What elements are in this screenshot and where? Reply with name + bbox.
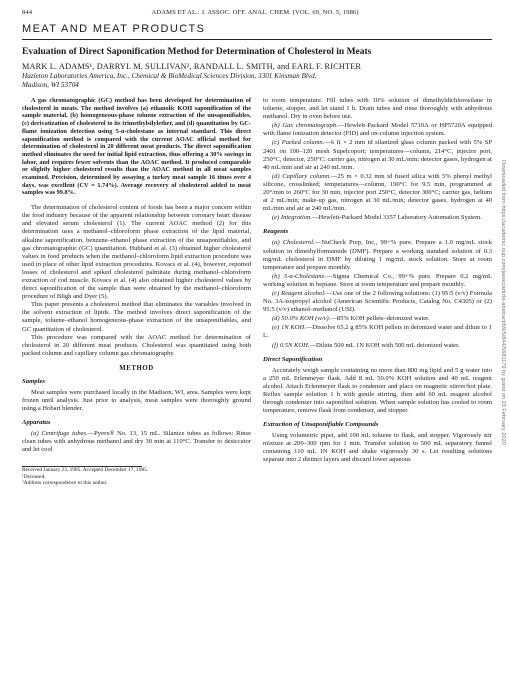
apparatus-item-b bbox=[263, 122, 492, 138]
article-affiliation-line-2: Madison, WI 53704 bbox=[22, 81, 79, 89]
reagent-item-d bbox=[263, 315, 492, 323]
abstract-text: A gas chromatographic (GC) method has been developed for determination of cholesterol in meats. The method involves (a) ethanolic KOH saponification of the sample material, (b) homogeneous-phase toluene extraction of the unsaponifiables, (c) derivatization of cholesterol to its trimethylsilylether, and (d) quantitation by GC-flame ionization detection using 5-α-cholestane as internal standard. This direct saponification method is compared with the current AOAC official method for determination of cholesterol in 20 different meat products. The direct saponification method eliminates the need for initial lipid extraction, thus offering a 30% savings in labor, and requires fewer solvents than the AOAC method. It produced comparable or slightly higher cholesterol results than the AOAC method in all meat samples examined. Precision, determined by assaying a turkey meat sample 16 times over 4 days, was excellent (CV = 1.74%). Average recovery of cholesterol added to meat samples was 99.8%. bbox=[22, 97, 251, 197]
article-title: Evaluation of Direct Saponification Method for Determination of Cholesterol in Meats bbox=[22, 47, 372, 57]
intro-paragraph-3: This procedure was compared with the AOAC method for determination of cholesterol in 20 different meat products. Cholesterol was quantitated using both packed column and capillary column gas chromatography. bbox=[22, 333, 251, 357]
apparatus-item-a-label: (a) Centrifuge tubes. bbox=[31, 430, 88, 438]
method-heading: METHOD bbox=[119, 364, 154, 372]
extraction-heading: Extraction of Unsaponifiable Compounds bbox=[263, 421, 379, 429]
apparatus-item-c-label: (c) Packed column. bbox=[272, 139, 325, 147]
reagent-item-b-text: —Sigma Chemical Co., 99+% pure. Prepare 0.2 mg/mL working solution in heptane. Store at room temperature and prepare monthly. bbox=[263, 272, 493, 288]
reagent-item-e-label: (e) 1N KOH. bbox=[272, 324, 306, 332]
reagent-item-f-text: —Dilute 500 mL 1N KOH with 500 mL deionized water. bbox=[309, 341, 460, 349]
right-column bbox=[263, 97, 492, 486]
journal-citation: ADAMS ET AL.: J. ASSOC. OFF. ANAL. CHEM. (VOL. 69, NO. 5, 1986) bbox=[151, 9, 359, 16]
apparatus-item-c-text: —6 ft × 2 mm id silanized glass column packed with 5% SP 2401 on 100–120 mesh Supelcoport; temperatures—column, 214°C, injector port, 250°C, detector, 250°C; carrier gas, nitrogen at 30 mL/min; detector gases, hydrogen at 40 mL/min and air at 240 mL/min. bbox=[263, 139, 492, 171]
reagent-item-b-label: (b) 5-α-Cholestane. bbox=[272, 272, 327, 280]
reagent-item-c bbox=[263, 290, 492, 314]
two-column-body bbox=[22, 97, 492, 486]
apparatus-item-a bbox=[22, 430, 251, 454]
apparatus-heading: Apparatus bbox=[22, 419, 51, 427]
footnotes bbox=[22, 467, 251, 486]
apparatus-item-d bbox=[263, 173, 492, 213]
reagent-item-c-text: —Use one of the 2 following solutions: (1) 95:5 (v/v) Formula No. 3A-isopropyl alcohol (American Scientific Products, Catalog No. C4305) or (2) 95:5 (v/v) ethanol–methanol (USI). bbox=[263, 289, 492, 314]
reagent-item-e bbox=[263, 324, 492, 340]
apparatus-item-d-text: —25 m × 0.32 mm id fused silica with 5% phenyl methyl silicone, crosslinked; temperatures—column, 190°C for 9.5 min, programmed at 20°/min to 260°C for 30 min, injector port 250°C, detector 300°C; carrier gas, helium at 2 mL/min; make-up gas, nitrogen at 30 mL/min; detector gases, hydrogen at 40 mL/min and air at 240 mL/min. bbox=[263, 172, 492, 213]
direct-saponification-heading: Direct Saponification bbox=[263, 355, 323, 363]
reagent-item-a bbox=[263, 239, 492, 271]
apparatus-item-a-text: —Pyrex® No. 13, 15 mL. Silanize tubes as follows: Rinse clean tubes with anhydrous methanol and dry 30 min at 110°C. Transfer to desiccator and let cool bbox=[22, 430, 252, 454]
apparatus-item-b-text: —Hewlett-Packard Model 5710A or HP5720A equipped with flame ionization detector (FID) and on-column injection system. bbox=[263, 122, 492, 138]
extraction-text: Using volumetric pipet, add 100 mL toluene to flask, and stopper. Vigorously stir mixture at 200–300 rpm for 1 min. Transfer solution to 500 mL separatory funnel containing 110 mL 1N KOH and shake vigorously 30 s. Let resulting solutions separate into 2 distinct layers and discard lower aqueous bbox=[263, 432, 492, 464]
footnote-1: ¹Deceased. bbox=[22, 473, 46, 480]
abstract bbox=[22, 97, 251, 197]
apparatus-item-c bbox=[263, 139, 492, 171]
reagent-item-a-text: —NuCheck Prep, Inc., 99+% pure. Prepare a 1.0 mg/mL stock solution in dimethylformamide (DMF). Prepare a working standard solution of 0.3 mg/mL cholesterol in DMF by diluting 1 mg/mL stock solution. Store at room temperature and prepare monthly. bbox=[263, 239, 493, 271]
journal-page bbox=[22, 8, 492, 684]
article-authors: MARK L. ADAMS¹, DARRYL M. SULLIVAN², RANDALL L. SMITH, and EARL F. RICHTER bbox=[22, 62, 362, 71]
samples-heading: Samples bbox=[22, 377, 46, 385]
reagent-item-d-label: (d) 50.0% KOH (w/v). bbox=[272, 315, 331, 323]
intro-paragraph-2: This paper presents a cholesterol method that eliminates the variables involved in the solvent extraction of lipids. The method involves direct saponification of the sample, toluene–ethanol homogeneous-phase extraction of the unsaponifiables, and GC quantitation of cholesterol. bbox=[22, 301, 251, 333]
reagent-item-d-text: —85% KOH pellets–deionized water. bbox=[330, 315, 430, 323]
reagent-item-a-label: (a) Cholesterol. bbox=[272, 239, 315, 247]
intro-paragraph-1: The determination of cholesterol content of foods has been a major concern within the food industry because of the apparent relationship between coronary heart disease and elevated serum cholesterol (1). The current AOAC method (2) for this determination uses a methanol–chloroform phase extraction of the lipid material, alkaline saponification, benzene–ethanol phase extraction of the unsaponifiables, and gas chromatographic (GC) quantitation. Hubbard et al. (3) obtained higher cholesterol values in food products when the methanol–chloroform lipid extraction procedure was used in place of other lipid extraction procedures. Kovacs et al. (4), however, reported losses of cholesterol and spiked cholesterol palmitate during methanol–chloroform extraction of cod muscle. Kovacs et al. (4) also obtained higher cholesterol values by direct saponification of the sample than were obtained by the methanol–chloroform procedure of Bligh and Dyer (5). bbox=[22, 204, 251, 301]
article-affiliation-line-1: Hazleton Laboratories America, Inc., Chemical & BioMedical Sciences Division, 3301 Kinsman Blvd, bbox=[22, 72, 317, 80]
apparatus-item-e-label: (e) Integration. bbox=[272, 214, 312, 222]
direct-saponification-text: Accurately weigh sample containing no more than 800 mg lipid and 5 g water into a 250 mL Erlenmeyer flask. Add 8 mL 50.0% KOH solution and 40 mL reagent alcohol. Attach Erlenmeyer flask to condenser and place on magnetic stirrer/hot plate. Reflux sample solution 1 h with gentle stirring, then add 60 mL reagent alcohol through condenser into saponified solution. When sample solution has cooled to room temperature, remove flask from condenser, and stopper. bbox=[263, 366, 492, 415]
received-note: Received January 23, 1985. Accepted December 17, 1985. bbox=[22, 467, 149, 474]
apparatus-item-d-label: (d) Capillary column. bbox=[272, 172, 331, 180]
reagent-item-e-text: —Dissolve 65.2 g 85% KOH pellets in deionized water and dilute to 1 L. bbox=[263, 324, 493, 340]
reagent-item-f-label: (f) 0.5N KOH. bbox=[272, 341, 310, 349]
reagent-item-c-label: (c) Reagent alcohol. bbox=[272, 289, 326, 297]
left-column bbox=[22, 97, 251, 486]
apparatus-item-e-text: —Hewlett-Packard Model 3357 Laboratory Automation System. bbox=[312, 214, 482, 222]
footnote-2: ²Address correspondence to this author. bbox=[22, 480, 108, 487]
reagents-heading: Reagents bbox=[263, 228, 289, 236]
reagent-item-b bbox=[263, 273, 492, 289]
section-heading: MEAT AND MEAT PRODUCTS bbox=[22, 23, 206, 35]
apparatus-item-b-label: (b) Gas chromatograph. bbox=[272, 122, 338, 130]
running-head bbox=[22, 8, 492, 17]
apparatus-item-e bbox=[263, 214, 492, 222]
samples-text: Meat samples were purchased locally in the Madison, WI, area. Samples were kept frozen until analysis. Just prior to analysis, meat samples were thoroughly ground using a Hobart blender. bbox=[22, 388, 251, 413]
apparatus-item-a-continued: to room temperature. Fill tubes with 10% solution of dimethyldichlorosilane in toluene, stopper, and let stand 1 h. Drain tubes and rinse thoroughly with anhydrous methanol. Dry in oven before use. bbox=[263, 97, 492, 121]
section-rule bbox=[22, 39, 492, 40]
reagent-item-f bbox=[263, 342, 492, 350]
page-number: 844 bbox=[22, 9, 33, 16]
download-watermark: Downloaded from https://academic.oup.com/jaoac/article-abstract/69/5/844/5681179 by guest on 23 February 2020 bbox=[500, 160, 506, 445]
